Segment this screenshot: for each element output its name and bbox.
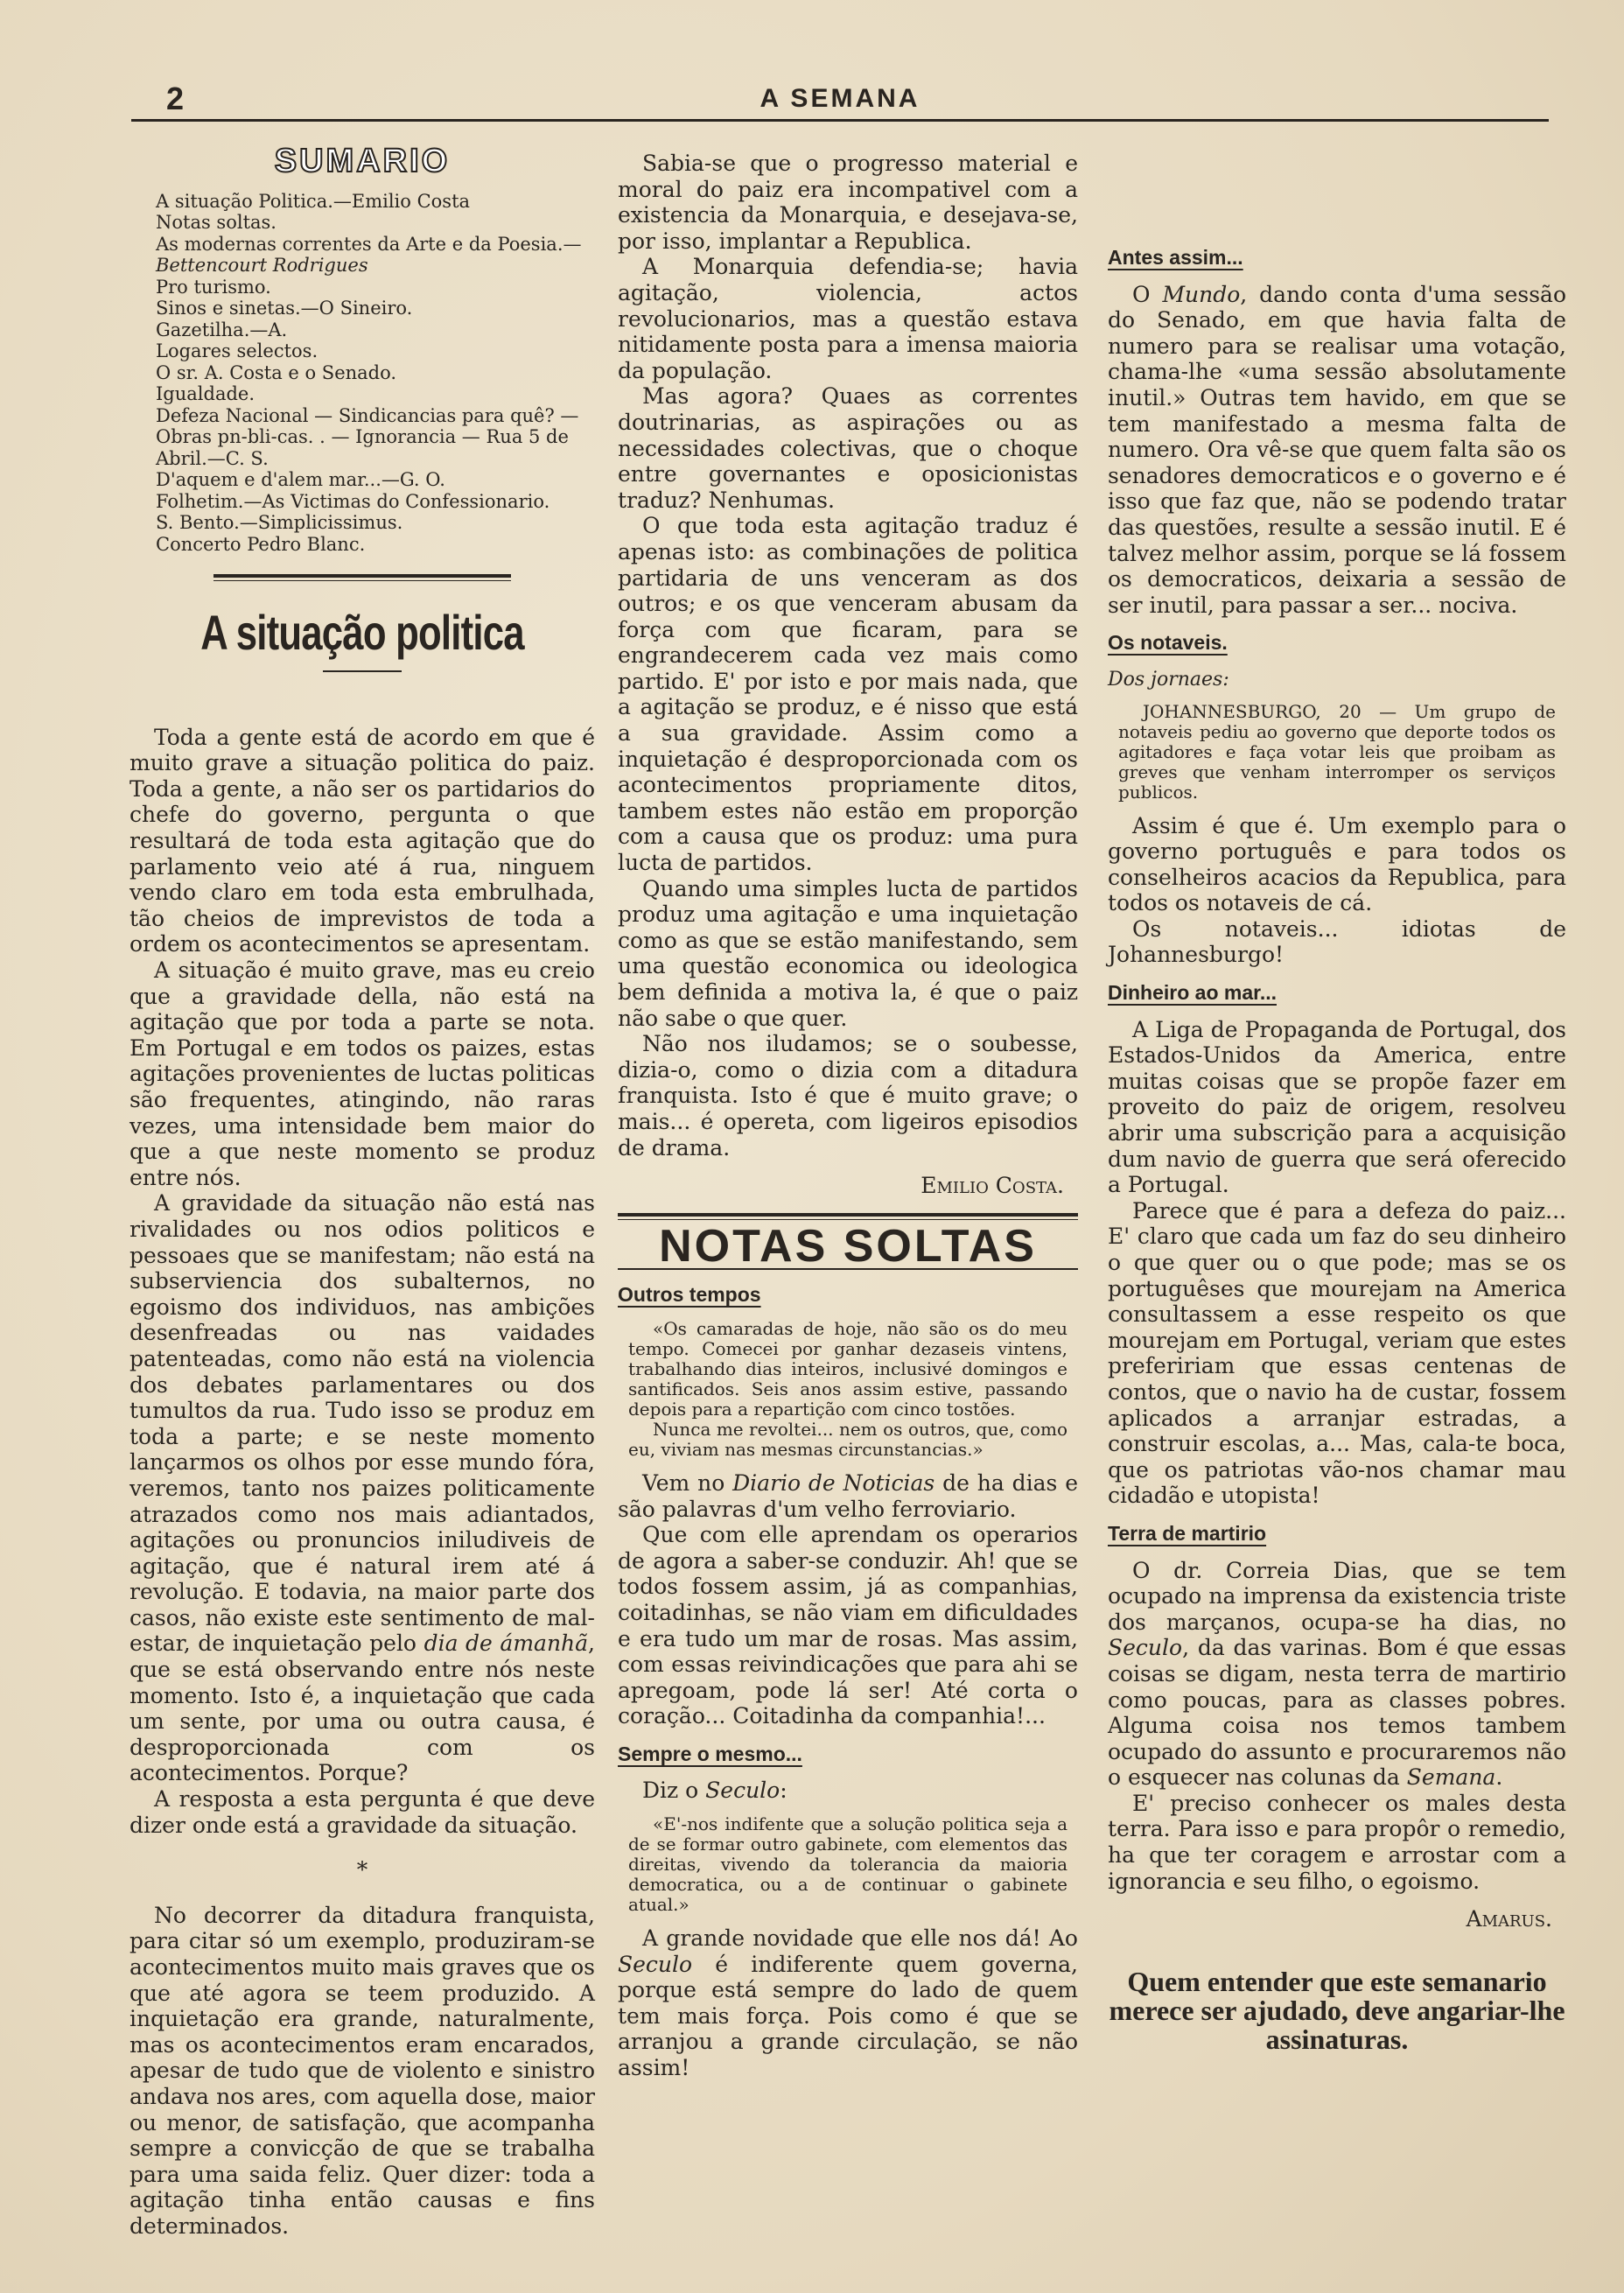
sumario-item: O sr. A. Costa e o Senado. bbox=[156, 361, 397, 383]
sumario-item: Igualdade. bbox=[156, 383, 256, 405]
note-paragraph bbox=[1108, 1558, 1566, 1791]
note-paragraph: Os notaveis... idiotas de Johannesburgo! bbox=[1108, 915, 1566, 968]
text-run: . bbox=[1495, 1764, 1503, 1791]
text-run: Vem no bbox=[642, 1469, 733, 1496]
note-paragraph: A Liga de Propaganda de Portugal, dos Estados-Unidos da America, entre muitas coisas que se propõe fazer em proveito do paiz de origem, resolveu abrir uma subscrição para a acquisição dum navio de guerra que será oferecido a Portugal. bbox=[1108, 1016, 1566, 1198]
article-paragraph: A resposta a esta pergunta é que deve dizer onde está a gravidade da situação. bbox=[130, 1786, 595, 1838]
source-label: Dos jornaes: bbox=[1108, 668, 1229, 691]
article-signature: Emilio Costa. bbox=[920, 1173, 1064, 1199]
page-number: 2 bbox=[166, 81, 185, 116]
article-paragraph: O que toda esta agitação traduz é apenas isto: as combinações de politica partidaria de uns venceram as dos outros; e os que venceram abusam da força com que ficaram, para se engrandecerem cada vez mais como partido. E' por isto e por mais nada, que a agitação se produz, e é nisso que está a sua gravidade. Assim como a inquietação é desproporcionada com os acontecimentos propriamente ditos, tambem estes não estão em proporção com a causa que os produz: uma pura lucta de partidos. bbox=[618, 513, 1078, 876]
quote-paragraph: Nunca me revoltei... nem os outros, que, como eu, viviam nas mesmas circunstancias.» bbox=[628, 1418, 1068, 1460]
section-asterisk: * bbox=[356, 1857, 368, 1883]
sumario-item: Pro turismo. bbox=[156, 276, 271, 298]
note-paragraph: Que com elle aprendam os operarios de agora a saber-se conduzir. Ah! que se todos fossem assim, já as companhias, coitadinhas, se não viam em dificuldades e era tudo um mar de rosas. Mas assim, com essas reivindicações que para ahi se apregoam, pode lá ser! Até corta o coração... Coitadinha da companhia!... bbox=[618, 1522, 1078, 1729]
sumario-item: As modernas correntes da Arte e da Poesia.— bbox=[156, 233, 582, 255]
section-rule bbox=[618, 1213, 1078, 1220]
note-paragraph: Parece que é para a defeza do paiz... E' claro que cada um faz do seu dinheiro o que quer ou o que pode; mas se os portuguêses que mourejam na America consultassem a esse respeito os que mourejam em Portugal, veriam que estes prefeririam que essas centenas de contos, que o navio ha de custar, fossem aplicados a arranjar estradas, a construir escolas, a... Mas, cala-te boca, que os patriotas vão-nos chamar mau cidadão e utopista! bbox=[1108, 1197, 1566, 1509]
column-3 bbox=[1108, 151, 1566, 2054]
article-headline: A situação politica bbox=[200, 605, 524, 661]
note-paragraph bbox=[618, 1470, 1078, 1522]
notas-soltas-title: NOTAS SOLTAS bbox=[659, 1220, 1037, 1272]
note-signature: Amarus. bbox=[1466, 1906, 1552, 1932]
text-run: : bbox=[780, 1778, 788, 1804]
column-2 bbox=[618, 151, 1078, 2081]
text-run: é indiferente quem governa, porque está sempre do lado de quem tem mais força. Pois como é que se arranjou a grande circulação, se não assim! bbox=[618, 1951, 1078, 2081]
text-run: , da das varinas. Bom é que essas coisas se digam, nesta terra de martirio como poucas, para as classes pobres. Alguma coisa nos temos tambem ocupado do assunto e procuraremos não o esquecer nas colunas da bbox=[1108, 1635, 1566, 1791]
article-paragraph: Sabia-se que o progresso material e moral do paiz era incompativel com a existencia da Monarquia, e desejava-se, por isso, implantar a Republica. bbox=[618, 151, 1078, 254]
article-paragraph: Mas agora? Quaes as correntes doutrinarias, as aspirações ou as necessidades colectivas, que o choque entre governantes e oposicionistas traduz? Nenhumas. bbox=[618, 383, 1078, 513]
text-run: A grande novidade que elle nos dá! Ao bbox=[642, 1925, 1078, 1952]
note-paragraph bbox=[1108, 282, 1566, 619]
sumario-item: S. Bento.—Simplicissimus. bbox=[156, 512, 403, 534]
sumario-item: Concerto Pedro Blanc. bbox=[156, 533, 366, 555]
masthead: A SEMANA bbox=[760, 84, 920, 113]
note-paragraph: Assim é que é. Um exemplo para o governo português e para todos os conselheiros acacios da Republica, para todos os notaveis de cá. bbox=[1108, 812, 1566, 916]
quote-block bbox=[618, 1814, 1078, 1915]
text-italic: Seculo bbox=[618, 1951, 693, 1977]
quote-paragraph: «Os camaradas de hoje, não são os do meu tempo. Comecei por ganhar dezaseis vintens, trabalhando dias inteiros, inclusivé domingos e santificados. Seis anos assim estive, passando depois para a repartição com cinco tostões. bbox=[628, 1317, 1068, 1420]
sumario-title: SUMARIO bbox=[274, 143, 451, 179]
text-italic: Seculo bbox=[1108, 1635, 1183, 1661]
sumario-item: Abril.—C. S. bbox=[156, 447, 269, 469]
sumario-item: Defeza Nacional — Sindicancias para quê? — bbox=[156, 404, 579, 426]
note-intro bbox=[642, 1778, 1078, 1804]
subheading-os-notaveis: Os notaveis. bbox=[1108, 631, 1228, 655]
subheading-terra-de-martirio: Terra de martirio bbox=[1108, 1521, 1267, 1545]
article-paragraph: A situação é muito grave, mas eu creio que a gravidade della, não está na agitação que por toda a parte se nota. Em Portugal e em todos os paizes, estas agitações provenientes de luctas politicas são frequentes, atingindo, não raras vezes, uma intensidade bem maior do que a que neste momento se produz entre nós. bbox=[130, 957, 595, 1190]
page-header bbox=[131, 81, 1549, 122]
subheading-sempre-o-mesmo: Sempre o mesmo... bbox=[618, 1742, 802, 1765]
text-run: A gravidade da situação não está nas rivalidades ou nos odios politicos e pessoaes que se manifestam; não está na subserviencia dos subalternos, no egoismo dos individuos, nas ambições desenfreadas ou nas vaidades patenteadas, como não está na violencia dos debates parlamentares ou dos tumultos da rua. Tudo isso se produz em toda a parte; e se neste momento lançarmos os olhos por esse mundo fóra, veremos, tanto nos paizes politicamente atrazados como nos mais adiantados, agitações ou pronuncios iniludiveis de agitação, que é natural irem até á revolução. E todavia, na maior parte dos casos, não existe este sentimento de mal-estar, de inquietação pelo bbox=[130, 1190, 595, 1657]
text-run: Diz o bbox=[642, 1778, 706, 1804]
sumario-item: Folhetim.—As Victimas do Confessionario. bbox=[156, 490, 550, 512]
article-paragraph: Não nos iludamos; se o soubesse, dizia-o, como o dizia com a ditadura franquista. Isto é que é muito grave; o mais... é opereta, com ligeiros episodios de drama. bbox=[618, 1031, 1078, 1161]
note-paragraph: E' preciso conhecer os males desta terra. Para isso e para propôr o remedio, ha que ter coragem e arrostar com a ignorancia e seu filho, o egoismo. bbox=[1108, 1790, 1566, 1894]
sumario-item: Logares selectos. bbox=[156, 340, 318, 362]
text-run: O dr. Correia Dias, que se tem ocupado na imprensa da existencia triste dos marçanos, ocupa-se ha dias, no bbox=[1108, 1557, 1566, 1635]
section-rule bbox=[214, 574, 511, 581]
quote-block bbox=[618, 1319, 1078, 1460]
text-italic: Semana bbox=[1406, 1764, 1496, 1791]
quote-paragraph: «E'-nos indifente que a solução politica seja a de se formar outro gabinete, com elementos das direitas, vivendo da tolerancia da maioria democratica, ou a de continuar o gabinete atual.» bbox=[628, 1813, 1068, 1916]
sumario-item: Gazetilha.—A. bbox=[156, 319, 288, 340]
article-paragraph: No decorrer da ditadura franquista, para citar só um exemplo, produziram-se acontecimentos muito mais graves que os que até agora se teem produzido. A inquietação era grande, naturalmente, mas os acontecimentos eram encarados, apesar de tudo que de violento e sinistro andava nos ares, com aquella dose, maior ou menor, de satisfação, que acompanha sempre a convicção de que se trabalha para uma saida feliz. Quer dizer: toda a agitação tinha então causas e fins determinados. bbox=[130, 1902, 595, 2239]
sumario-item: Sinos e sinetas.—O Sineiro. bbox=[156, 298, 413, 319]
text-italic: dia de ámanhã bbox=[424, 1630, 589, 1657]
subheading-antes-assim: Antes assim... bbox=[1108, 246, 1243, 269]
headline-rule bbox=[323, 670, 402, 672]
article-paragraph: Quando uma simples lucta de partidos produz uma agitação e uma inquietação como as que se estão manifestando, sem uma questão economica ou ideologica bem definida a motiva la, é que o paiz não sabe o que quer. bbox=[618, 875, 1078, 1031]
text-run: de ha dias e são palavras d'um velho ferroviario. bbox=[618, 1469, 1078, 1522]
article-paragraph: Toda a gente está de acordo em que é muito grave a situação politica do paiz. Toda a gente, a não ser os partidarios do chefe do governo, pergunta o que resultará de toda esta agitação que do parlamento veio até á rua, ninguem vendo claro em toda esta embrulhada, tão cheios de imprevistos de toda a ordem os acontecimentos se apresentam. bbox=[130, 724, 595, 957]
note-paragraph bbox=[618, 1925, 1078, 2081]
sumario-item: Notas soltas. bbox=[156, 212, 276, 234]
article-paragraph bbox=[130, 1190, 595, 1786]
text-italic: Mundo bbox=[1162, 281, 1241, 307]
text-italic: Diario de Noticias bbox=[732, 1469, 935, 1496]
text-run: O bbox=[1132, 281, 1163, 307]
text-italic: Seculo bbox=[705, 1778, 780, 1804]
sumario-list bbox=[130, 191, 595, 556]
subscription-appeal: Quem entender que este semanario merece ser ajudado, deve angariar-lhe assinaturas. bbox=[1109, 1965, 1565, 2055]
subheading-dinheiro-ao-mar: Dinheiro ao mar... bbox=[1108, 981, 1277, 1005]
subheading-outros-tempos: Outros tempos bbox=[618, 1283, 761, 1307]
sumario-item: D'aquem e d'alem mar...—G. O. bbox=[156, 469, 445, 491]
article-paragraph: A Monarquia defendia-se; havia agitação, violencia, actos revolucionarios, mas a questão estava nitidamente posta para a imensa maioria da população. bbox=[618, 254, 1078, 383]
sumario-item: Obras pn-bli-cas. . — Ignorancia — Rua 5 de bbox=[156, 426, 569, 448]
quote-block bbox=[1108, 702, 1566, 803]
sumario-item: A situação Politica.—Emilio Costa bbox=[156, 190, 471, 212]
text-run: , dando conta d'uma sessão do Senado, em que havia falta de numero para se realisar uma votação, chama-lhe «uma sessão absolutamente inutil.» Outras tem havido, em que se tem manifestado a mesma falta de numero. Ora vê-se que quem falta são os senadores democraticos e o governo e é isso que faz que, não se podendo tratar das questões, resulte a sessão inutil. E é talvez melhor assim, porque se lá fossem os democraticos, deixaria a sessão de ser inutil, para passar a ser... nociva. bbox=[1108, 281, 1566, 618]
quote-paragraph: JOHANNESBURGO, 20 — Um grupo de notaveis pediu ao governo que deporte todos os agitadores e faça votar leis que proibam as greves que venham interromper os serviços publicos. bbox=[1118, 700, 1556, 803]
text-run: , que se está observando entre nós neste momento. Isto é, a inquietação que cada um sente, por uma ou outra causa, é desproporcionada com os acontecimentos. Porque? bbox=[130, 1630, 595, 1786]
sumario-item: Bettencourt Rodrigues bbox=[156, 255, 368, 277]
column-1 bbox=[130, 143, 595, 2240]
